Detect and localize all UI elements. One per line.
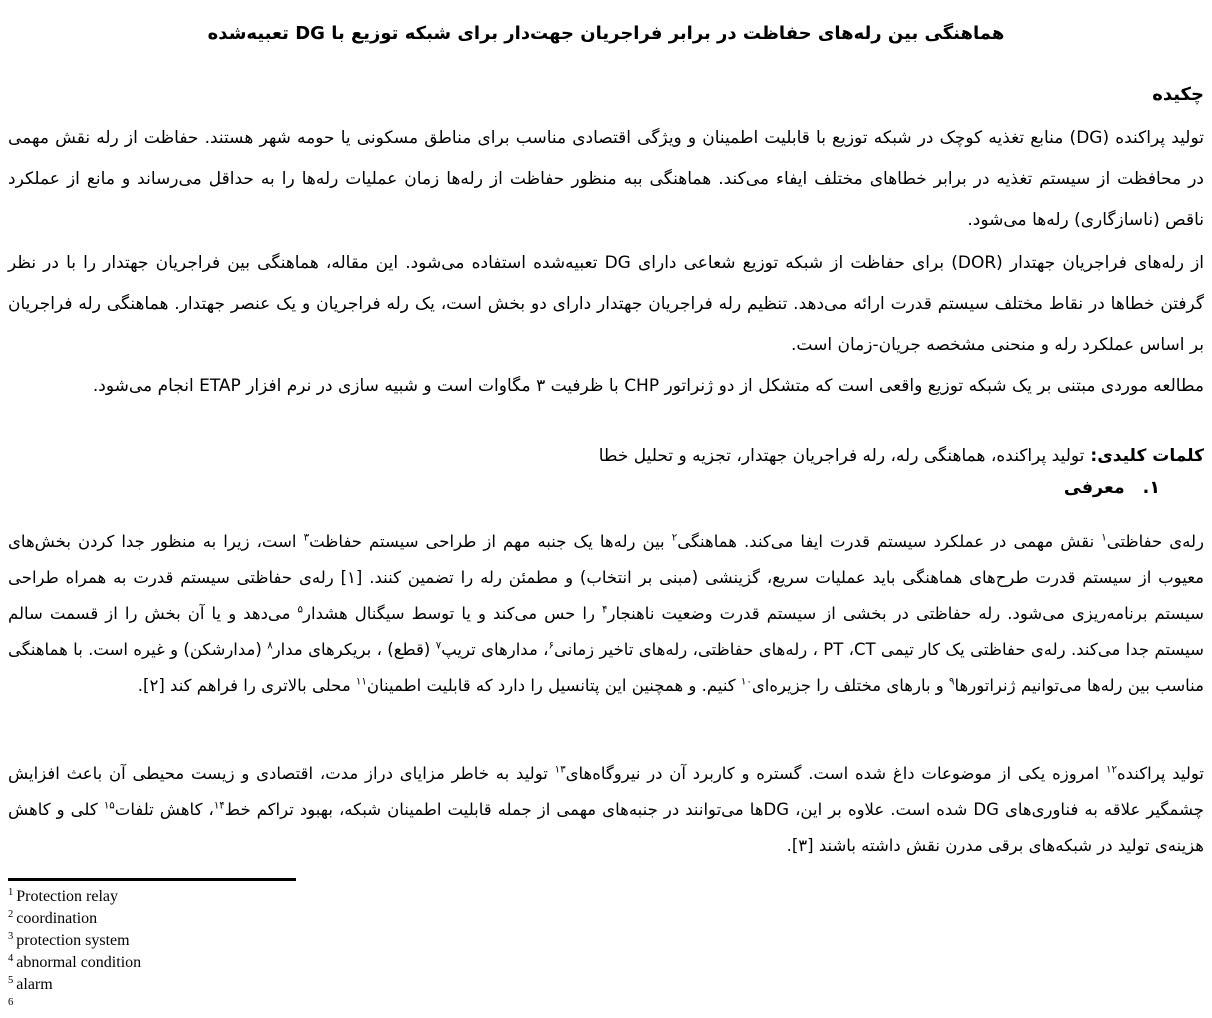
footnote-text: abnormal condition (16, 954, 142, 971)
footnote-ref: ۱۱ (355, 676, 367, 688)
footnote-ref: ۱ (1101, 532, 1107, 544)
footnote-ref: ۱۵ (103, 800, 115, 812)
footnote-ref: ۱۲ (1106, 764, 1117, 776)
section-1-number: ۱. (1142, 478, 1160, 498)
footnote-ref: ۱۳ (554, 764, 566, 776)
footnote-ref: ۹ (949, 676, 955, 688)
section-1-title: معرفی (1063, 478, 1125, 498)
footnote-item (8, 952, 568, 974)
intro-paragraph-2: تولید پراکنده$^{۱۲}$ امروزه یکی از موضوعات داغ شده است. گستره و کاربرد آن در نیروگاه‌های$^{۱۳}$ تولید به خاطر مزایای دراز مدت، اقتصادی و زیست محیطی آن باعث افزایش چشمگیر علاقه به فناوری‌های DG شده است. علاوه بر این، DGها می‌توانند در جنبه‌های مهمی از جمله قابلیت اطمینان شبکه، بهبود تراکم خط$^{۱۴}$، کاهش تلفات$^{۱۵}$ کلی و کاهش هزینه‌ی تولید در شبکه‌های برقی مدرن نقش داشته باشند [۳]. (8, 764, 1204, 855)
keywords-text: تولید پراکنده، هماهنگی رله، رله فراجریان جهتدار، تجزیه و تحلیل خطا (598, 446, 1085, 466)
footnote-number: 1 (8, 886, 14, 898)
abstract-paragraph-3: مطالعه موردی مبتنی بر یک شبکه توزیع واقعی است که متشکل از دو ژنراتور CHP با ظرفیت ۳ مگاوات است و شبیه سازی در نرم افزار ETAP انجام می‌شود. (92, 376, 1204, 396)
abstract-heading: چکیده (1152, 84, 1204, 105)
footnote-text: alarm (16, 976, 53, 993)
footnote-ref: ۲ (671, 532, 678, 544)
footnote-ref: ۴ (601, 604, 608, 616)
footnote-item (8, 996, 568, 1018)
footnote-text: protection system (16, 932, 130, 949)
footnote-number: 2 (8, 908, 14, 920)
footnote-ref: ۵ (297, 604, 304, 616)
abstract-paragraph-1: تولید پراکنده (DG) منابع تغذیه کوچک در شبکه توزیع با قابلیت اطمینان و ویژگی اقتصادی مناسب برای مناطق مسکونی یا حومه شهر هستند. حفاظت از رله نقش مهمی در محافظت از سیستم تغذیه در برابر خطاهای مختلف ایفاء می‌کند. هماهنگی ببه منظور حفاظت از رله‌ها زمان عملیات رله‌ها را به حداقل می‌رساند و مانع از عملکرد ناقص (ناسازگاری) رله‌ها می‌شود. (8, 128, 1204, 230)
footnote-number: 4 (8, 952, 14, 964)
footnote-text: Protection relay (16, 888, 119, 905)
footnote-number: 3 (8, 930, 14, 942)
footnotes-block (8, 886, 568, 1018)
footnote-text: coordination (16, 910, 98, 927)
footnote-ref: ۳ (303, 532, 310, 544)
footnote-ref: ۷ (435, 640, 442, 652)
keywords-label: کلمات کلیدی: (1090, 446, 1204, 466)
footnote-ref: ۱۴ (213, 800, 225, 812)
footnote-item (8, 886, 568, 908)
footnote-number: 6 (8, 996, 14, 1008)
footnote-ref: ۸ (267, 640, 273, 652)
abstract-paragraph-2: از رله‌های فراجریان جهتدار (DOR) برای حفاظت از شبکه توزیع شعاعی دارای DG تعبیه‌شده استفاده می‌شود. این مقاله، هماهنگی بین فراجریان جهتدار را با در نظر گرفتن خطاها در نقاط مختلف سیستم قدرت ارائه می‌دهد. تنظیم رله فراجریان جهتدار دارای دو بخش است، یک رله فراجریان و یک عنصر جهتدار. هماهنگی رله فراجریان بر اساس عملکرد رله و منحنی مشخصه جریان-زمان است. (8, 253, 1205, 355)
footnote-separator (8, 878, 296, 881)
keywords-line (8, 441, 1204, 471)
article-title: هماهنگی بین رله‌های حفاظت در برابر فراجریان جهت‌دار برای شبکه توزیع با DG تعبیه‌شده (207, 23, 1005, 44)
footnote-ref: ۱۰ (740, 676, 752, 688)
intro-paragraph-1: رله‌ی حفاظتی$^۱$ نقش مهمی در عملکرد سیستم قدرت ایفا می‌کند. هماهنگی$^۲$ بین رله‌ها یک جنبه مهم از طراحی سیستم حفاظت$^۳$ است، زیرا به منظور جدا کردن بخش‌های معیوب از سیستم قدرت طرح‌های هماهنگی باید عملیات سریع، گزینشی (مبنی بر انتخاب) و مطمئن رله را تضمین کنند. [۱] رله‌ی حفاظتی سیستم قدرت به همراه طراحی سیستم برنامه‌ریزی می‌شود. رله حفاظتی در بخشی از سیستم قدرت وضعیت ناهنجار$^۴$ را حس می‌کند و یا توسط سیگنال هشدار$^۵$ می‌دهد و یا آن بخش را از قسمت سالم سیستم جدا می‌کند. رله‌ی حفاظتی یک کار تیمی PT ،CT ، رله‌های حفاظتی، رله‌های تاخیر زمانی$^۶$، مدارهای تریپ$^۷$ (قطع) ، بریکرهای مدار$^۸$ (مدارشکن) و غیره است. با هماهنگی مناسب بین رله‌ها می‌توانیم ژنراتورها$^۹$ و بارهای مختلف را جزیره‌ای$^{۱۰}$ کنیم. و همچنین این پتانسیل را دارد که قابلیت اطمینان$^{۱۱}$ محلی بالاتری را فراهم کند [۲]. (8, 532, 1204, 695)
footnote-item (8, 930, 568, 952)
footnote-number: 5 (8, 974, 14, 986)
footnote-item (8, 908, 568, 930)
footnote-item (8, 974, 568, 996)
section-1-heading (8, 478, 1204, 498)
footnote-ref: ۶ (548, 640, 554, 652)
